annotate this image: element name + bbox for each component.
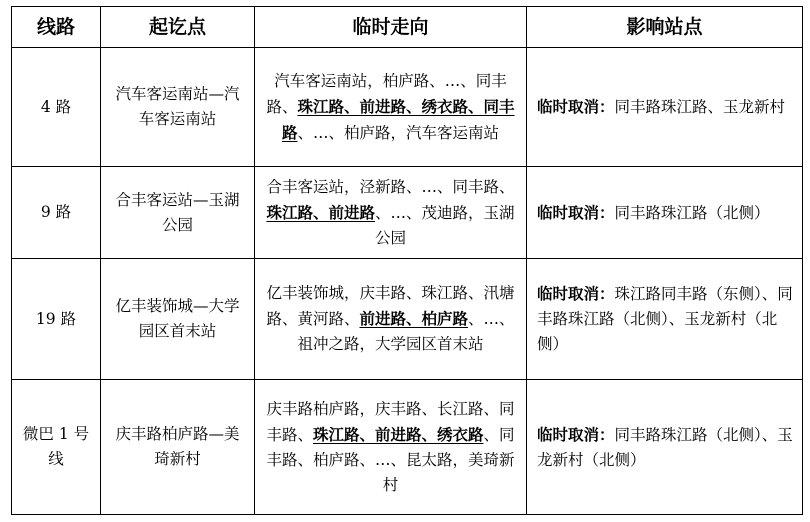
route-seg-highlight: 前进路、柏庐路: [359, 309, 468, 329]
header-impact: 影响站点: [527, 7, 803, 48]
impact-text: 珠江路同丰路（东侧）、同丰路珠江路（北侧）、玉龙新村（北侧）: [537, 285, 793, 354]
route-seg: 、…、祖冲之路，大学园区首末站: [297, 310, 515, 354]
route-change-table: [11, 6, 803, 515]
route-seg: 合丰客运站，泾新路、…、同丰路、: [266, 177, 515, 196]
impact-cell: [527, 259, 803, 380]
header-row: [12, 7, 803, 48]
route-seg-highlight: 珠江路、前进路、绣衣路、同丰路: [281, 96, 515, 142]
impact-cell: [527, 167, 803, 259]
route-seg: 庆丰路柏庐路，庆丰路、长江路、同丰路、: [266, 399, 515, 444]
table-row: [12, 380, 803, 515]
terminals-cell: 合丰客运站—玉湖公园: [101, 167, 255, 259]
header-terminals: 起讫点: [101, 7, 255, 48]
route-cell: [255, 380, 527, 515]
line-cell: 9 路: [12, 167, 101, 259]
header-route: 临时走向: [255, 7, 527, 48]
terminals-cell: 庆丰路柏庐路—美琦新村: [101, 380, 255, 515]
line-cell: 微巴 1 号线: [12, 380, 101, 515]
header-line: 线路: [12, 7, 101, 48]
impact-text: 同丰路珠江路、玉龙新村: [614, 98, 786, 117]
impact-cell: [527, 48, 803, 167]
route-cell: [255, 259, 527, 380]
impact-text: 同丰路珠江路（北侧）、玉龙新村（北侧）: [537, 425, 793, 469]
route-seg: 、同丰路、柏庐路、…、昆太路，美琦新村: [266, 425, 515, 494]
table-row: [12, 259, 803, 380]
terminals-cell: 汽车客运南站—汽车客运南站: [101, 48, 255, 167]
table-row: [12, 48, 803, 167]
route-cell: [255, 167, 527, 259]
line-cell: 4 路: [12, 48, 101, 167]
impact-label: 临时取消：: [537, 97, 615, 117]
impact-label: 临时取消：: [537, 202, 615, 222]
table-row: [12, 167, 803, 259]
route-seg-highlight: 珠江路、前进路、绣衣路: [312, 424, 484, 444]
route-seg: 亿丰装饰城，庆丰路、珠江路、汛塘路、黄河路、: [266, 284, 515, 329]
route-seg: 、…、茂迪路，玉湖公园: [374, 203, 515, 247]
route-seg: 汽车客运南站，柏庐路、…、同丰路、: [266, 71, 507, 116]
route-seg-highlight: 珠江路、前进路: [266, 202, 375, 222]
impact-label: 临时取消：: [537, 284, 615, 304]
route-cell: [255, 48, 527, 167]
impact-label: 临时取消：: [537, 424, 615, 444]
line-cell: 19 路: [12, 259, 101, 380]
impact-cell: [527, 380, 803, 515]
route-seg: 、…、柏庐路，汽车客运南站: [297, 123, 500, 142]
terminals-cell: 亿丰装饰城—大学园区首末站: [101, 259, 255, 380]
impact-text: 同丰路珠江路（北侧）: [614, 203, 770, 222]
